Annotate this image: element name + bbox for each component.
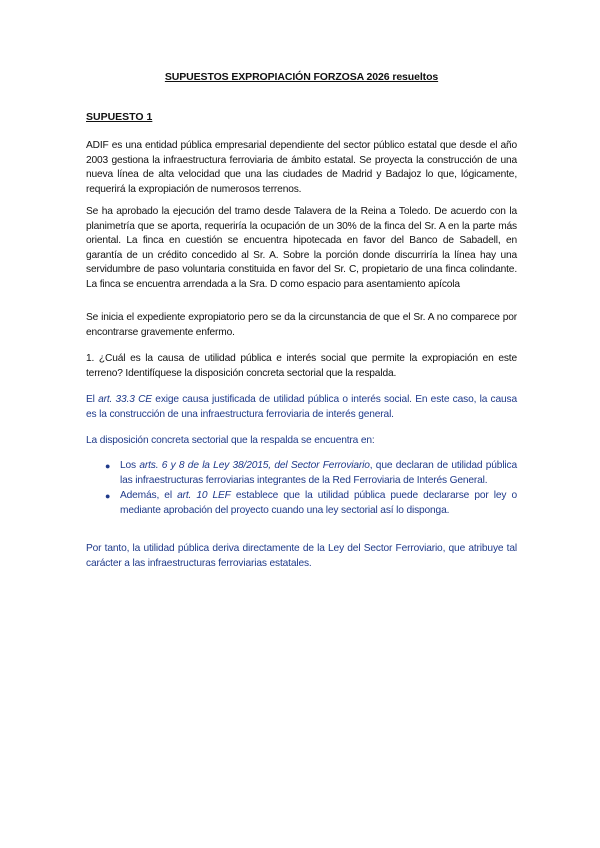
list-item: ● Los arts. 6 y 8 de la Ley 38/2015, del Sector Ferroviario, que declaran de utilidad pública las infraestructuras ferroviarias integrantes de la Red Ferroviaria de Interés General. [105, 460, 518, 486]
paragraph-intro: ADIF es una entidad pública empresarial dependiente del sector público estatal que desde el año 2003 gestiona la infraestructura ferroviaria de ámbito estatal. Se proyecta la construcción de una nueva línea de alta velocidad que una las ciudades de Madrid y Badajoz lo que, lógicamente, requerirá la expropiación de numerosos terrenos. [86, 140, 517, 195]
bullet-icon: ● [105, 461, 111, 471]
answer-paragraph-2: La disposición concreta sectorial que la respalda se encuentra en: [86, 435, 375, 446]
answer-paragraph-1: El art. 33.3 CE exige causa justificada de utilidad pública o interés social. En este caso, la causa es la construcción de una infraestructura ferroviaria de interés general. [86, 394, 517, 420]
legal-reference: art. 33.3 CE [98, 394, 152, 405]
bullet-icon: ● [105, 491, 111, 502]
answer-bullet-list [86, 459, 517, 518]
list-item: ● Además, el art. 10 LEF establece que la utilidad pública puede declararse por ley o mediante aprobación del proyecto cuando una ley sectorial así lo disponga. [105, 490, 517, 516]
legal-reference: arts. 6 y 8 de la Ley 38/2015, del Sector Ferroviario [139, 460, 370, 471]
question-1: 1. ¿Cuál es la causa de utilidad pública e interés social que permite la expropiación en este terreno? Identifíquese la disposición concreta sectorial que la respalda. [86, 353, 517, 379]
document-title: SUPUESTOS EXPROPIACIÓN FORZOSA 2026 resueltos [164, 71, 439, 83]
paragraph-expediente: Se inicia el expediente expropiatorio pero se da la circunstancia de que el Sr. A no comparece por encontrarse gravemente enfermo. [86, 312, 517, 338]
section-heading: SUPUESTO 1 [86, 111, 153, 123]
legal-reference: art. 10 LEF [177, 490, 231, 502]
answer-conclusion: Por tanto, la utilidad pública deriva directamente de la Ley del Sector Ferroviario, que atribuye tal carácter a las infraestructuras ferroviarias estatales. [86, 543, 517, 569]
paragraph-finca: Se ha aprobado la ejecución del tramo desde Talavera de la Reina a Toledo. De acuerdo con la planimetría que se aporta, requeriría la ocupación de un 30% de la finca del Sr. A en la parte más oriental. La finca en cuestión se encuentra hipotecada en favor del Banco de Sabadell, en garantía de un crédito concedido al Sr. A. Sobre la porción donde discurriría la línea hay una servidumbre de paso voluntaria constituida en favor del Sr. C, propietario de una finca colindante. La finca se encuentra arrendada a la Sra. D como espacio para asentamiento apícola [86, 206, 517, 290]
